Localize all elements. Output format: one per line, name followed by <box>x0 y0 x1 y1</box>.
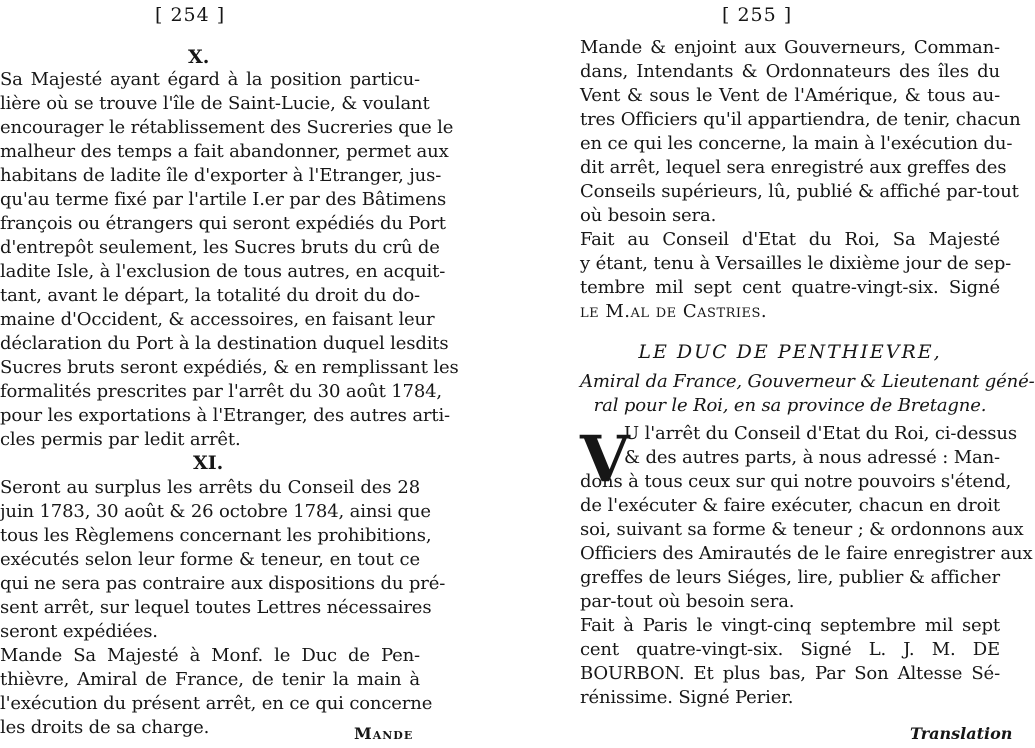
text-line: Mande Sa Majesté à Monf. le Duc de Pen- <box>0 645 420 666</box>
text-line: pour les exportations à l'Etranger, des autres arti- <box>0 405 450 426</box>
page-number: [ 254 ] <box>155 4 226 26</box>
text-line: seront expédiées. <box>0 621 158 642</box>
text-line: greffes de leurs Siéges, lire, publier & afficher <box>580 567 1000 588</box>
page-number: [ 255 ] <box>722 4 793 26</box>
text-line: malheur des temps a fait abandonner, permet aux <box>0 141 449 162</box>
text-line: les droits de sa charge. <box>0 717 210 738</box>
text-line: Seront au surplus les arrêts du Conseil des 28 <box>0 477 420 498</box>
text-line: Vent & sous le Vent de l'Amérique, & tous au- <box>580 85 1000 106</box>
text-line: d'entrepôt seulement, les Sucres bruts du crû de <box>0 237 440 258</box>
text-line: encourager le rétablissement des Sucreries que le <box>0 117 454 138</box>
text-line: lière où se trouve l'île de Saint-Lucie, & voulant <box>0 93 430 114</box>
drop-cap: V <box>580 422 630 497</box>
text-line: où besoin sera. <box>580 205 717 226</box>
catchword: Mande <box>354 724 414 743</box>
text-line: Sucres bruts seront expédiés, & en remplissant les <box>0 357 459 378</box>
text-line: déclaration du Port à la destination duquel lesdits <box>0 333 449 354</box>
text-line: tous les Règlemens concernant les prohibitions, <box>0 525 432 546</box>
text-line: par-tout où besoin sera. <box>580 591 795 612</box>
article-heading: X. <box>188 46 210 68</box>
text-line: qui ne sera pas contraire aux dispositions du pré- <box>0 573 446 594</box>
text-line: U l'arrêt du Conseil d'Etat du Roi, ci-dessus <box>624 423 1017 444</box>
text-line: cles permis par ledit arrêt. <box>0 429 241 450</box>
text-line: y étant, tenu à Versailles le dixième jour de sep- <box>580 253 1012 274</box>
text-line: françois ou étrangers qui seront expédiés du Port <box>0 213 446 234</box>
text-line: l'exécution du présent arrêt, en ce qui concerne <box>0 693 433 714</box>
text-line: BOURBON. Et plus bas, Par Son Altesse Sé- <box>580 663 1000 684</box>
text-line: ladite Isle, à l'exclusion de tous autres, en acquit- <box>0 261 446 282</box>
text-line: Fait au Conseil d'Etat du Roi, Sa Majesté <box>580 229 1000 250</box>
left-page <box>0 0 459 748</box>
duc-subtitle-line: Amiral da France, Gouverneur & Lieutenant géné- <box>580 371 1035 392</box>
text-line: dons à tous ceux sur qui notre pouvoirs s'étend, <box>580 471 1012 492</box>
catchword: Translation <box>910 724 1013 743</box>
text-line: rénissime. Signé Perier. <box>580 687 794 708</box>
text-line: dit arrêt, lequel sera enregistré aux greffes des <box>580 157 1007 178</box>
article-heading: XI. <box>193 452 224 474</box>
signature-line: le M.al de Castries. <box>580 301 768 322</box>
text-line: Mande & enjoint aux Gouverneurs, Comman- <box>580 37 1000 58</box>
text-line: habitans de ladite île d'exporter à l'Etranger, jus- <box>0 165 442 186</box>
text-line: Fait à Paris le vingt-cinq septembre mil sept <box>580 615 1000 636</box>
text-line: exécutés selon leur forme & teneur, en tout ce <box>0 549 420 570</box>
text-line: cent quatre-vingt-six. Signé L. J. M. DE <box>580 639 1000 660</box>
right-page <box>580 0 1035 748</box>
text-line: Conseils supérieurs, lû, publié & affiché par-tout <box>580 181 1019 202</box>
text-line: tant, avant le départ, la totalité du droit du do- <box>0 285 420 306</box>
text-line: de l'exécuter & faire exécuter, chacun en droit <box>580 495 1000 516</box>
text-line: juin 1783, 30 août & 26 octobre 1784, ainsi que <box>0 501 431 522</box>
text-line: thièvre, Amiral de France, de tenir la main à <box>0 669 420 690</box>
duc-title: LE DUC DE PENTHIEVRE, <box>638 341 942 363</box>
text-line: Officiers des Amirautés de le faire enregistrer aux <box>580 543 1033 564</box>
text-line: formalités prescrites par l'arrêt du 30 août 1784, <box>0 381 443 402</box>
duc-subtitle-line: ral pour le Roi, en sa province de Bretagne. <box>593 395 987 416</box>
text-line: sent arrêt, sur lequel toutes Lettres nécessaires <box>0 597 432 618</box>
text-line: soi, suivant sa forme & teneur ; & ordonnons aux <box>580 519 1024 540</box>
text-line: & des autres parts, à nous adressé : Man- <box>624 447 1000 468</box>
text-line: maine d'Occident, & accessoires, en faisant leur <box>0 309 435 330</box>
text-line: qu'au terme fixé par l'artile I.er par des Bâtimens <box>0 189 447 210</box>
text-line: tembre mil sept cent quatre-vingt-six. Signé <box>580 277 1000 298</box>
text-line: Sa Majesté ayant égard à la position particu- <box>0 69 420 90</box>
text-line: dans, Intendants & Ordonnateurs des îles du <box>580 61 1000 82</box>
text-line: tres Officiers qu'il appartiendra, de tenir, chacun <box>580 109 1021 130</box>
text-line: en ce qui les concerne, la main à l'exécution du- <box>580 133 1013 154</box>
